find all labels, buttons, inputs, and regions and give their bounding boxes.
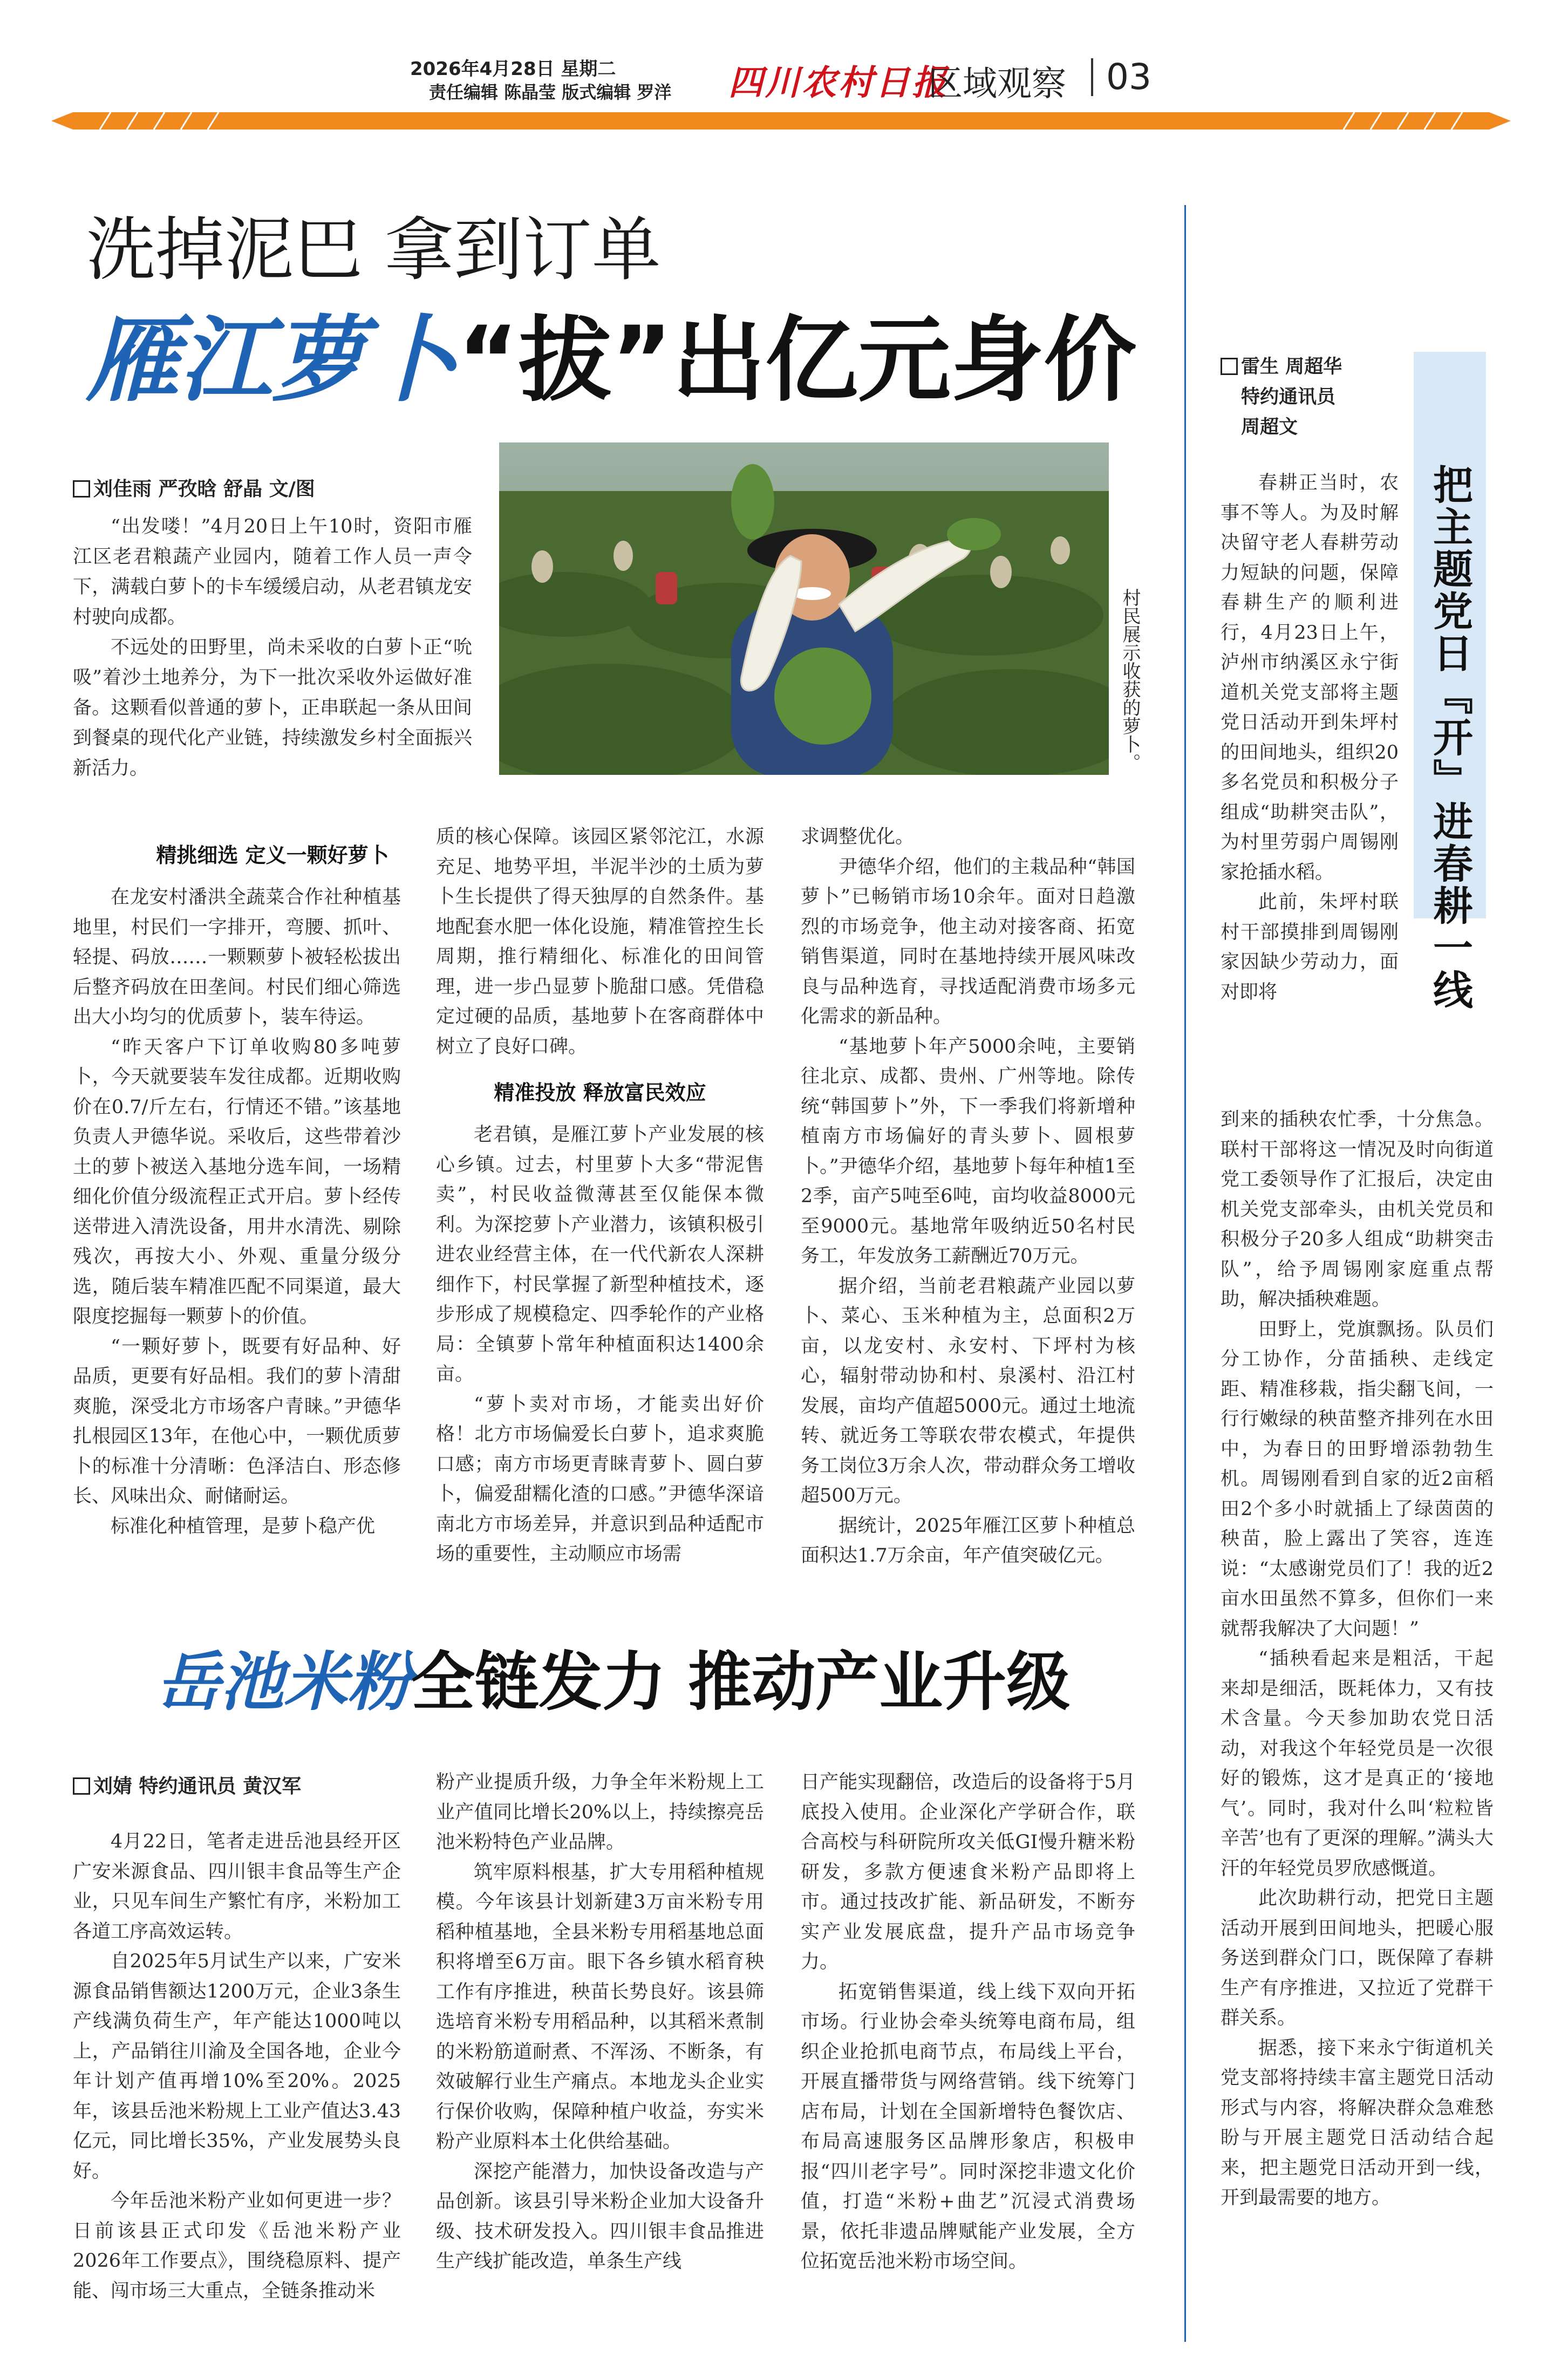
article3-byline-text: 雷生 周超华 xyxy=(1241,356,1342,378)
body-paragraph: 拓宽销售渠道，线上线下双向开拓市场。行业协会牵头统筹电商布局，组织企业抢抓电商节点，布局线上平台，开展直播带货与网络营销。线下统筹门店布局，计划在全国新增特色餐饮店、布局高速服务区品牌形象店，积极申报“四川老字号”。同时深挖非遗文化价值，打造“米粉+曲艺”沉浸式消费场景，依托非遗品牌赋能产业发展，全方位拓宽岳池米粉市场空间。 xyxy=(801,1981,1135,2272)
body-paragraph: 春耕正当时，农事不等人。为及时解决留守老人春耕劳动力短缺的问题，保障春耕生产的顺利进行，4月23日上午，泸州市纳溪区永宁街道机关党支部将主题党日活动开到朱坪村的田间地头，组织20多名党员和积极分子组成“助耕突击队”，为村里劳弱户周锡刚家抢插水稻。 xyxy=(1221,472,1399,883)
photo-caption: 村民展示收获的萝卜。 xyxy=(1119,588,1141,772)
header-orange-band xyxy=(51,110,1511,132)
body-paragraph: 此次助耕行动，把党日主题活动开展到田间地头，把暖心服务送到群众门口，既保障了春耕生产有序推进，又拉近了党群干群关系。 xyxy=(1221,1888,1494,2029)
body-paragraph: “基地萝卜年产5000余吨，主要销往北京、成都、贵州、广州等地。除传统“韩国萝卜”外，下一季我们将新增种植南方市场偏好的青头萝卜、圆根萝卜。”尹德华介绍，基地萝卜每年种植1至2季，亩产5吨至6吨，亩均收益8000元至9000元。基地常年吸纳近50名村民务工，年发放务工薪酬近70万元。 xyxy=(801,1035,1135,1267)
body-paragraph: 此前，朱坪村联村干部摸排到周锡刚家因缺少劳动力，面对即将 xyxy=(1221,891,1399,1003)
newspaper-logo: 四川农村日报 xyxy=(728,63,949,103)
column-divider xyxy=(1184,205,1186,2342)
article2-byline xyxy=(73,1771,301,1798)
article3-title: 把主题党日『开』进春耕一线 xyxy=(1427,464,1473,1011)
body-paragraph: 到来的插秧农忙季，十分焦急。联村干部将这一情况及时向街道党工委领导作了汇报后，决定由机关党支部牵头，由机关党员和积极分子20多人组成“助耕突击队”，给予周锡刚家庭重点帮助，解决插秧难题。 xyxy=(1221,1109,1494,1310)
body-paragraph: 今年岳池米粉产业如何更进一步？日前该县正式印发《岳池米粉产业2026年工作要点》，围绕稳原料、提产能、闯市场三大重点，全链条推动米 xyxy=(73,2190,401,2302)
article1-column-3 xyxy=(801,822,1135,1571)
article1-column-2b xyxy=(436,1120,764,1570)
lead-paragraph: 不远处的田野里，尚未采收的白萝卜正“吮吸”着沙土地养分，为下一批次采收外运做好准备。这颗看似普通的萝卜，正串联起一条从田间到餐桌的现代化产业链，持续激发乡村全面振兴新活力。 xyxy=(73,637,472,779)
body-paragraph: “昨天客户下订单收购80多吨萝卜，今天就要装车发往成都。近期收购价在0.7/斤左右，行情还不错。”该基地负责人尹德华说。采收后，这些带着沙土的萝卜被送入基地分选车间，一场精细化价值分级流程正式开启。萝卜经传送带进入清洗设备，用井水清洗、剔除残次，再按大小、外观、重量分级分选，随后装车精准匹配不同渠道，最大限度挖掘每一颗萝卜的价值。 xyxy=(73,1036,401,1327)
body-paragraph: 在龙安村潘洪全蔬菜合作社种植基地里，村民们一字排开，弯腰、抓叶、轻提、码放……一颗颗萝卜被轻松拔出后整齐码放在田垄间。村民们细心筛选出大小均匀的优质萝卜，装车待运。 xyxy=(73,887,401,1028)
body-paragraph: 自2025年5月试生产以来，广安米源食品销售额达1200万元，企业3条生产线满负荷生产，年产能达1000吨以上，产品销往川渝及全国各地，企业今年计划产值再增10%至20%。2025年，该县岳池米粉规上工业产值达3.43亿元，同比增长35%，产业发展势头良好。 xyxy=(73,1951,401,2182)
header-divider xyxy=(1091,58,1093,96)
article3-byline-line: 特约通讯员 xyxy=(1241,386,1336,408)
section-title: 区域观察 xyxy=(928,64,1066,104)
byline-square-icon xyxy=(73,1777,90,1795)
body-paragraph: 据介绍，当前老君粮蔬产业园以萝卜、菜心、玉米种植为主，总面积2万亩，以龙安村、永安村、下坪村为核心，辐射带动协和村、泉溪村、沿江村发展，亩均产值超5000元。通过土地流转、就近务工等联农带农模式，年提供务工岗位3万余人次，带动群众务工增收超500万元。 xyxy=(801,1275,1135,1507)
body-paragraph: 粉产业提质升级，力争全年米粉规上工业产值同比增长20%以上，持续擦亮岳池米粉特色产业品牌。 xyxy=(436,1772,764,1853)
body-paragraph: 日产能实现翻倍，改造后的设备将于5月底投入使用。企业深化产学研合作，联合高校与科研院所攻关低GI慢升糖米粉研发，多款方便速食米粉产品即将上市。通过技改扩能、新品研发，不断夯实产业发展底盘，提升产品市场竞争力。 xyxy=(801,1772,1135,1973)
editor-credits: 责任编辑 陈晶莹 版式编辑 罗洋 xyxy=(429,82,672,103)
article2-column-1 xyxy=(73,1827,401,2306)
article2-byline-text: 刘婧 特约通讯员 黄汉军 xyxy=(93,1775,302,1797)
body-paragraph: 4月22日，笔者走进岳池县经开区广安米源食品、四川银丰食品等生产企业，只见车间生产繁忙有序，米粉加工各道工序高效运转。 xyxy=(73,1831,401,1943)
article1-headline xyxy=(86,286,1136,419)
body-paragraph: 筑牢原料根基，扩大专用稻种植规模。今年该县计划新建3万亩米粉专用稻种植基地，全县米粉专用稻基地总面积将增至6万亩。眼下各乡镇水稻育秧工作有序推进，秧苗长势良好。该县筛选培育米粉专用稻品种，以其稻米煮制的米粉筋道耐煮、不浑汤、不断条，有效破解行业生产痛点。本地龙头企业实行保价收购，保障种植户收益，夯实米粉产业原料本土化供给基础。 xyxy=(436,1861,764,2152)
article3-narrow-column xyxy=(1221,468,1399,1007)
article2-column-2 xyxy=(436,1768,764,2277)
article3-wide-column xyxy=(1221,1105,1494,2213)
body-paragraph: 求调整优化。 xyxy=(801,826,915,848)
issue-date: 2026年4月28日 星期二 xyxy=(410,58,616,80)
body-paragraph: 深挖产能潜力，加快设备改造与产品创新。该县引导米粉企业加大设备升级、技术研发投入。四川银丰食品推进生产线扩能改造，单条生产线 xyxy=(436,2161,764,2272)
body-paragraph: 尹德华介绍，他们的主栽品种“韩国萝卜”已畅销市场10余年。面对日趋激烈的市场竞争，他主动对接客商、拓宽销售渠道，同时在基地持续开展风味改良与品种选育，寻找适配消费市场多元化需求的新品种。 xyxy=(801,856,1135,1027)
article1-headline-rest: “拔”出亿元身价 xyxy=(458,306,1137,414)
article1-subhead-2: 精准投放 释放富民效应 xyxy=(494,1081,706,1105)
article1-headline-highlight: 雁江萝卜 xyxy=(86,305,458,414)
article3-byline-line xyxy=(1221,352,1342,382)
radish-harvest-photo xyxy=(499,442,1109,775)
article1-column-1 xyxy=(73,883,401,1542)
article1-byline-text: 刘佳雨 严孜晗 舒晶 文/图 xyxy=(93,478,315,500)
article2-headline-rest: 全链发力 推动产业升级 xyxy=(411,1645,1071,1719)
article2-headline-highlight: 岳池米粉 xyxy=(156,1644,412,1719)
article1-column-2 xyxy=(436,822,764,1062)
article3-byline xyxy=(1221,352,1342,442)
byline-square-icon xyxy=(1221,358,1238,375)
article1-subhead-1: 精挑细选 定义一颗好萝卜 xyxy=(156,843,389,867)
body-paragraph: 老君镇，是雁江萝卜产业发展的核心乡镇。过去，村里萝卜大多“带泥售卖”，村民收益微薄甚至仅能保本微利。为深挖萝卜产业潜力，该镇积极引进农业经营主体，在一代代新农人深耕细作下，村民掌握了新型种植技术，逐步形成了规模稳定、四季轮作的产业格局：全镇萝卜常年种植面积达1400余亩。 xyxy=(436,1124,764,1385)
article1-kicker: 洗掉泥巴 拿到订单 xyxy=(86,210,661,290)
byline-square-icon xyxy=(73,480,90,498)
body-paragraph: 田野上，党旗飘扬。队员们分工协作，分苗插秧、走线定距、精准移栽，指尖翻飞间，一行行嫩绿的秧苗整齐排列在水田中，为春日的田野增添勃勃生机。周锡刚看到自家的近2亩稻田2个多小时就插上了绿茵茵的秧苗，脸上露出了笑容，连连说：“太感谢党员们了！我的近2亩水田虽然不算多，但你们一来就帮我解决了大问题！” xyxy=(1221,1318,1494,1640)
article3-byline-line: 周超文 xyxy=(1241,417,1298,438)
article1-lead xyxy=(73,512,472,783)
body-paragraph: 质的核心保障。该园区紧邻沱江，水源充足、地势平坦，半泥半沙的土质为萝卜生长提供了得天独厚的自然条件。基地配套水肥一体化设施，精准管控生长周期，推行精细化、标准化的田间管理，进一步凸显萝卜脆甜口感。凭借稳定过硬的品质，基地萝卜在客商群体中树立了良好口碑。 xyxy=(436,826,764,1058)
article1-byline xyxy=(73,474,315,501)
body-paragraph: 据悉，接下来永宁街道机关党支部将持续丰富主题党日活动形式与内容，将解决群众急难愁盼与开展主题党日活动结合起来，把主题党日活动开到一线，开到最需要的地方。 xyxy=(1221,2037,1494,2209)
article2-column-3 xyxy=(801,1768,1135,2277)
body-paragraph: “一颗好萝卜，既要有好品种、好品质，更要有好品相。我们的萝卜清甜爽脆，深受北方市场客户青睐。”尹德华扎根园区13年，在他心中，一颗优质萝卜的标准十分清晰：色泽洁白、形态修长、风味出众、耐储耐运。 xyxy=(73,1336,401,1507)
body-paragraph: 标准化种植管理，是萝卜稳产优 xyxy=(111,1515,376,1537)
article2-headline xyxy=(156,1631,1070,1722)
lead-paragraph: “出发喽！”4月20日上午10时，资阳市雁江区老君粮蔬产业园内，随着工作人员一声令下，满载白萝卜的卡车缓缓启动，从老君镇龙安村驶向成都。 xyxy=(73,516,472,628)
page-number: 03 xyxy=(1106,56,1151,98)
body-paragraph: “插秧看起来是粗活，干起来却是细活，既耗体力，又有技术含量。今天参加助农党日活动，对我这个年轻党员是一次很好的锻炼，这才是真正的‘接地气’。同时，我对什么叫‘粒粒皆辛苦’也有了更深的理解。”满头大汗的年轻党员罗欣感慨道。 xyxy=(1221,1648,1494,1879)
body-paragraph: 据统计，2025年雁江区萝卜种植总面积达1.7万余亩，年产值突破亿元。 xyxy=(801,1515,1135,1566)
body-paragraph: “萝卜卖对市场，才能卖出好价格！北方市场偏爱长白萝卜，追求爽脆口感；南方市场更青睐青萝卜、圆白萝卜，偏爱甜糯化渣的口感。”尹德华深谙南北方市场差异，并意识到品种适配市场的重要性，主动顺应市场需 xyxy=(436,1393,764,1565)
